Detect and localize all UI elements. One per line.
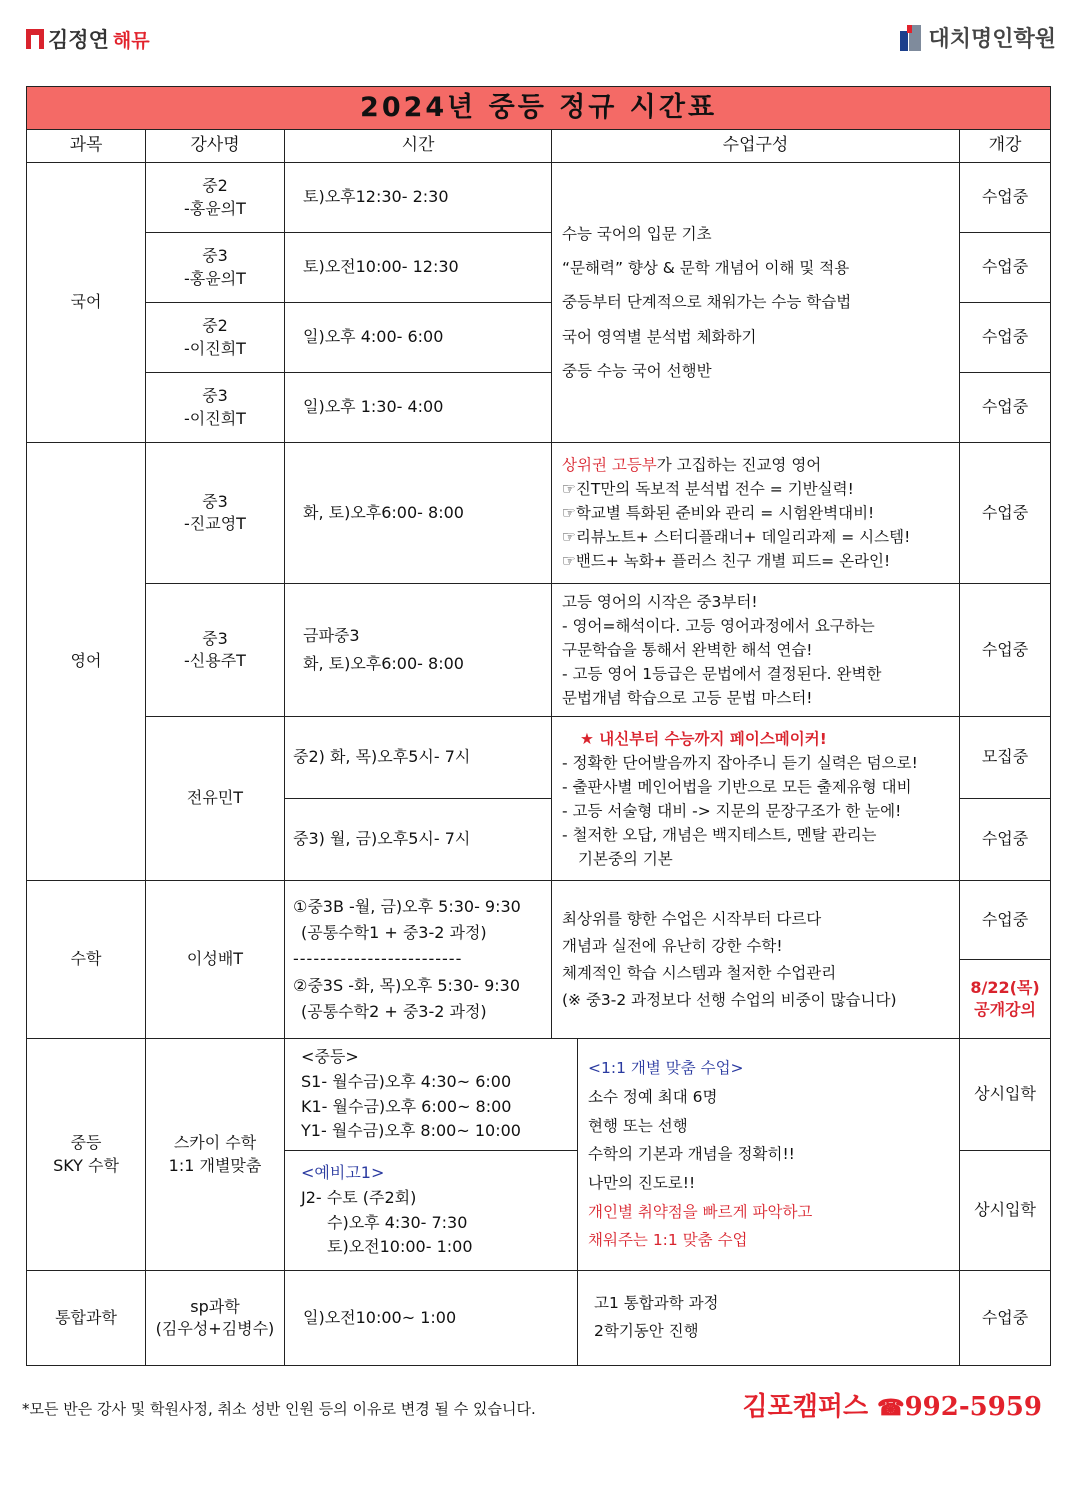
korean-description: 수능 국어의 입문 기초 “문해력” 향상 & 문학 개념어 이해 및 적용 중등부터 단계적으로 채워가는 수능 학습법 국어 영역별 분석법 체화하기 중등 수능 국어 선행반: [552, 163, 960, 443]
col-time: 시간: [285, 130, 552, 163]
teacher-cell: 이성배T: [146, 881, 285, 1039]
timetable: [26, 86, 1051, 1366]
subject-korean: 국어: [27, 163, 146, 443]
math-description: 최상위를 향한 수업은 시작부터 다르다 개념과 실전에 유난히 강한 수학! 체계적인 학습 시스템과 철저한 수업관리 (※ 중3-2 과정보다 선행 수업의 비중이 많습니다): [552, 881, 960, 1039]
teacher-cell: 스카이 수학 1:1 개별맞춤: [146, 1039, 285, 1271]
english-desc-1: 상위권 고등부가 고집하는 진교영 영어 ☞진T만의 독보적 분석법 전수 = 기반실력! ☞학교별 특화된 준비와 관리 = 시험완벽대비! ☞리뷰노트+ 스터디플래너+ 데일리과제 = 시스템! ☞밴드+ 녹화+ 플러스 친구 개별 피드= 온라인!: [552, 443, 960, 584]
time-cell: 토)오전10:00- 12:30: [285, 233, 552, 303]
time-cell: 중3) 월, 금)오후5시- 7시: [285, 799, 552, 881]
campus-contact: [743, 1386, 1043, 1423]
table-row: [27, 1039, 1051, 1151]
logo-mark-icon: [26, 29, 44, 49]
campus-phone: 992-5959: [904, 1392, 1042, 1422]
campus-name: 김포캠퍼스: [742, 1392, 869, 1422]
status-badge: 수업중: [960, 799, 1051, 881]
teacher-cell: 중3 -신용주T: [146, 584, 285, 717]
teacher-cell: 중3 -홍윤의T: [146, 233, 285, 303]
table-row: [27, 1271, 1051, 1366]
table-row: [27, 163, 1051, 233]
time-cell: <중등> S1- 월수금)오후 4:30~ 6:00 K1- 월수금)오후 6:00~ 8:00 Y1- 월수금)오후 8:00~ 10:00: [285, 1039, 578, 1151]
teacher-cell: 중2 -이진희T: [146, 303, 285, 373]
time-cell: 일)오전10:00~ 1:00: [285, 1271, 578, 1366]
time-cell: 중2) 화, 목)오후5시- 7시: [285, 717, 552, 799]
col-status: 개강: [960, 130, 1051, 163]
status-badge: 수업중: [960, 303, 1051, 373]
footnote: *모든 반은 강사 및 학원사정, 취소 성반 인원 등의 이유로 변경 될 수 있습니다.: [22, 1400, 536, 1418]
teacher-cell: 중2 -홍윤의T: [146, 163, 285, 233]
time-cell: 일)오후 4:00- 6:00: [285, 303, 552, 373]
subject-sky-math: 중등 SKY 수학: [27, 1039, 146, 1271]
status-badge: 수업중: [960, 1271, 1051, 1366]
table-header: [27, 130, 1051, 163]
teacher-cell: sp과학 (김우성+김병수): [146, 1271, 285, 1366]
logo-left-name: 김정연: [48, 28, 109, 52]
sky-description: <1:1 개별 맞춤 수업> 소수 정예 최대 6명 현행 또는 선행 수학의 기본과 개념을 정확히!! 나만의 진도로!! 개인별 취약점을 빠르게 파악하고 채워주는 1:1 맞춤 수업: [578, 1039, 960, 1271]
status-badge: 수업중: [960, 163, 1051, 233]
time-cell: 토)오후12:30- 2:30: [285, 163, 552, 233]
open-lecture-badge: 8/22(목) 공개강의: [960, 960, 1051, 1039]
time-cell: <예비고1> J2- 수토 (주2회) 수)오후 4:30- 7:30 토)오전10:00- 1:00: [285, 1151, 578, 1271]
english-desc-2: 고등 영어의 시작은 중3부터! - 영어=해석이다. 고등 영어과정에서 요구하는 구문학습을 통해서 완벽한 해석 연습! - 고등 영어 1등급은 문법에서 결정된다. 완벽한 문법개념 학습으로 고등 문법 마스터!: [552, 584, 960, 717]
status-badge: 수업중: [960, 584, 1051, 717]
status-badge: 상시입학: [960, 1039, 1051, 1151]
status-badge: 모집중: [960, 717, 1051, 799]
logo-daechi: [900, 22, 1056, 53]
logo-kimjungyeon: [26, 24, 150, 54]
time-cell: 화, 토)오후6:00- 8:00: [285, 443, 552, 584]
english-desc-3: ★ 내신부터 수능까지 페이스메이커! - 정확한 단어발음까지 잡아주니 듣기 실력은 덤으로! - 출판사별 메인어법을 기반으로 모든 출제유형 대비 - 고등 서술형 대비 -> 지문의 문장구조가 한 눈에! - 철저한 오답, 개념은 백지테스트, 멘탈 관리는 기본중의 기본: [552, 717, 960, 881]
table-row: [27, 443, 1051, 584]
time-cell: 일)오후 1:30- 4:00: [285, 373, 552, 443]
phone-icon: ☎: [877, 1395, 905, 1421]
subject-english: 영어: [27, 443, 146, 881]
table-row: [27, 584, 1051, 717]
teacher-cell: 전유민T: [146, 717, 285, 881]
time-cell: 금파중3 화, 토)오후6:00- 8:00: [285, 584, 552, 717]
time-cell: ①중3B -월, 금)오후 5:30- 9:30 (공통수학1 + 중3-2 과정) ------------------------- ②중3S -화, 목)오후 5:30- 9:30 (공통수학2 + 중3-2 과정): [285, 881, 552, 1039]
subject-science: 통합과학: [27, 1271, 146, 1366]
col-subject: 과목: [27, 130, 146, 163]
status-badge: 수업중: [960, 233, 1051, 303]
status-badge: 상시입학: [960, 1151, 1051, 1271]
table-row: [27, 717, 1051, 799]
timetable-title: 2024년 중등 정규 시간표: [27, 87, 1051, 130]
teacher-cell: 중3 -진교영T: [146, 443, 285, 584]
teacher-cell: 중3 -이진희T: [146, 373, 285, 443]
status-badge: 수업중: [960, 373, 1051, 443]
subject-math: 수학: [27, 881, 146, 1039]
science-description: 고1 통합과학 과정 2학기동안 진행: [578, 1271, 960, 1366]
table-row: [27, 881, 1051, 960]
building-icon: [900, 25, 922, 51]
logo-right-name: 대치명인학원: [928, 27, 1056, 52]
col-teacher: 강사명: [146, 130, 285, 163]
status-badge: 수업중: [960, 881, 1051, 960]
status-badge: 수업중: [960, 443, 1051, 584]
col-description: 수업구성: [552, 130, 960, 163]
logo-left-accent: 해뮤: [112, 29, 150, 52]
